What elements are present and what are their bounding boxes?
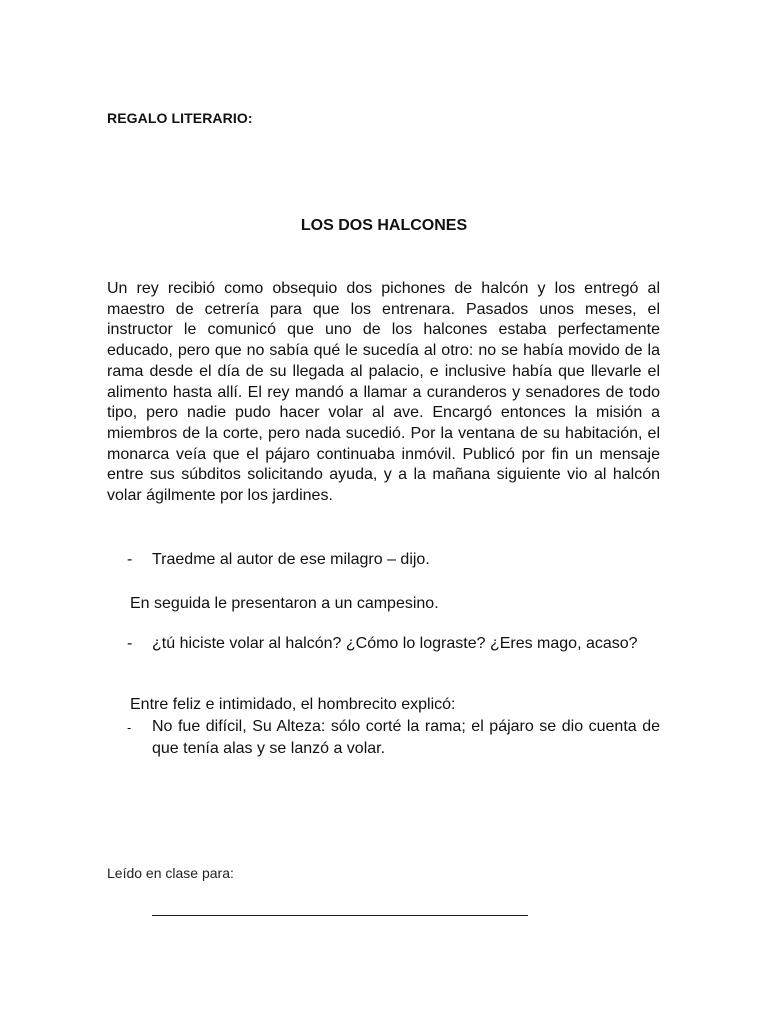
story-paragraph: Un rey recibió como obsequio dos pichones de halcón y los entregó al maestro de cetrería para que los entrenara. Pasados unos meses, el instructor le comunicó que uno de los halcones estaba perfectamente educado, pero que no sabía qué le sucedía al otro: no se había movido de la rama desde el día de su llegada al palacio, e inclusive había que llevarle el alimento hasta allí. El rey mandó a llamar a curanderos y senadores de todo tipo, pero nadie pudo hacer volar al ave. Encargó entonces la misión a miembros de la corte, pero nada sucedió. Por la ventana de su habitación, el monarca veía que el pájaro continuaba inmóvil. Publicó por fin un mensaje entre sus súbditos solicitando ayuda, y a la mañana siguiente vio al halcón volar ágilmente por los jardines. [107,280,660,505]
footer-label: Leído en clase para: [107,865,234,881]
dialogue-line-king-question [127,633,660,655]
dialogue-text: Traedme al autor de ese milagro – dijo. [152,551,430,568]
story-title: LOS DOS HALCONES [300,217,468,234]
dialogue-dash: - [127,720,132,735]
dialogue-dash: - [127,635,133,652]
narration-line-explained: Entre feliz e intimidado, el hombrecito explicó: [130,696,456,713]
signature-line [152,915,528,916]
dialogue-dash: - [127,551,133,568]
dialogue-text: No fue difícil, Su Alteza: sólo corté la rama; el pájaro se dio cuenta de que tenía alas y se lanzó a volar. [152,718,660,757]
dialogue-text: ¿tú hiciste volar al halcón? ¿Cómo lo lograste? ¿Eres mago, acaso? [152,635,638,652]
header-label: REGALO LITERARIO: [107,110,253,126]
dialogue-line-king-request [127,549,660,571]
dialogue-line-peasant-answer [127,716,660,759]
narration-line-presented: En seguida le presentaron a un campesino. [130,595,439,612]
